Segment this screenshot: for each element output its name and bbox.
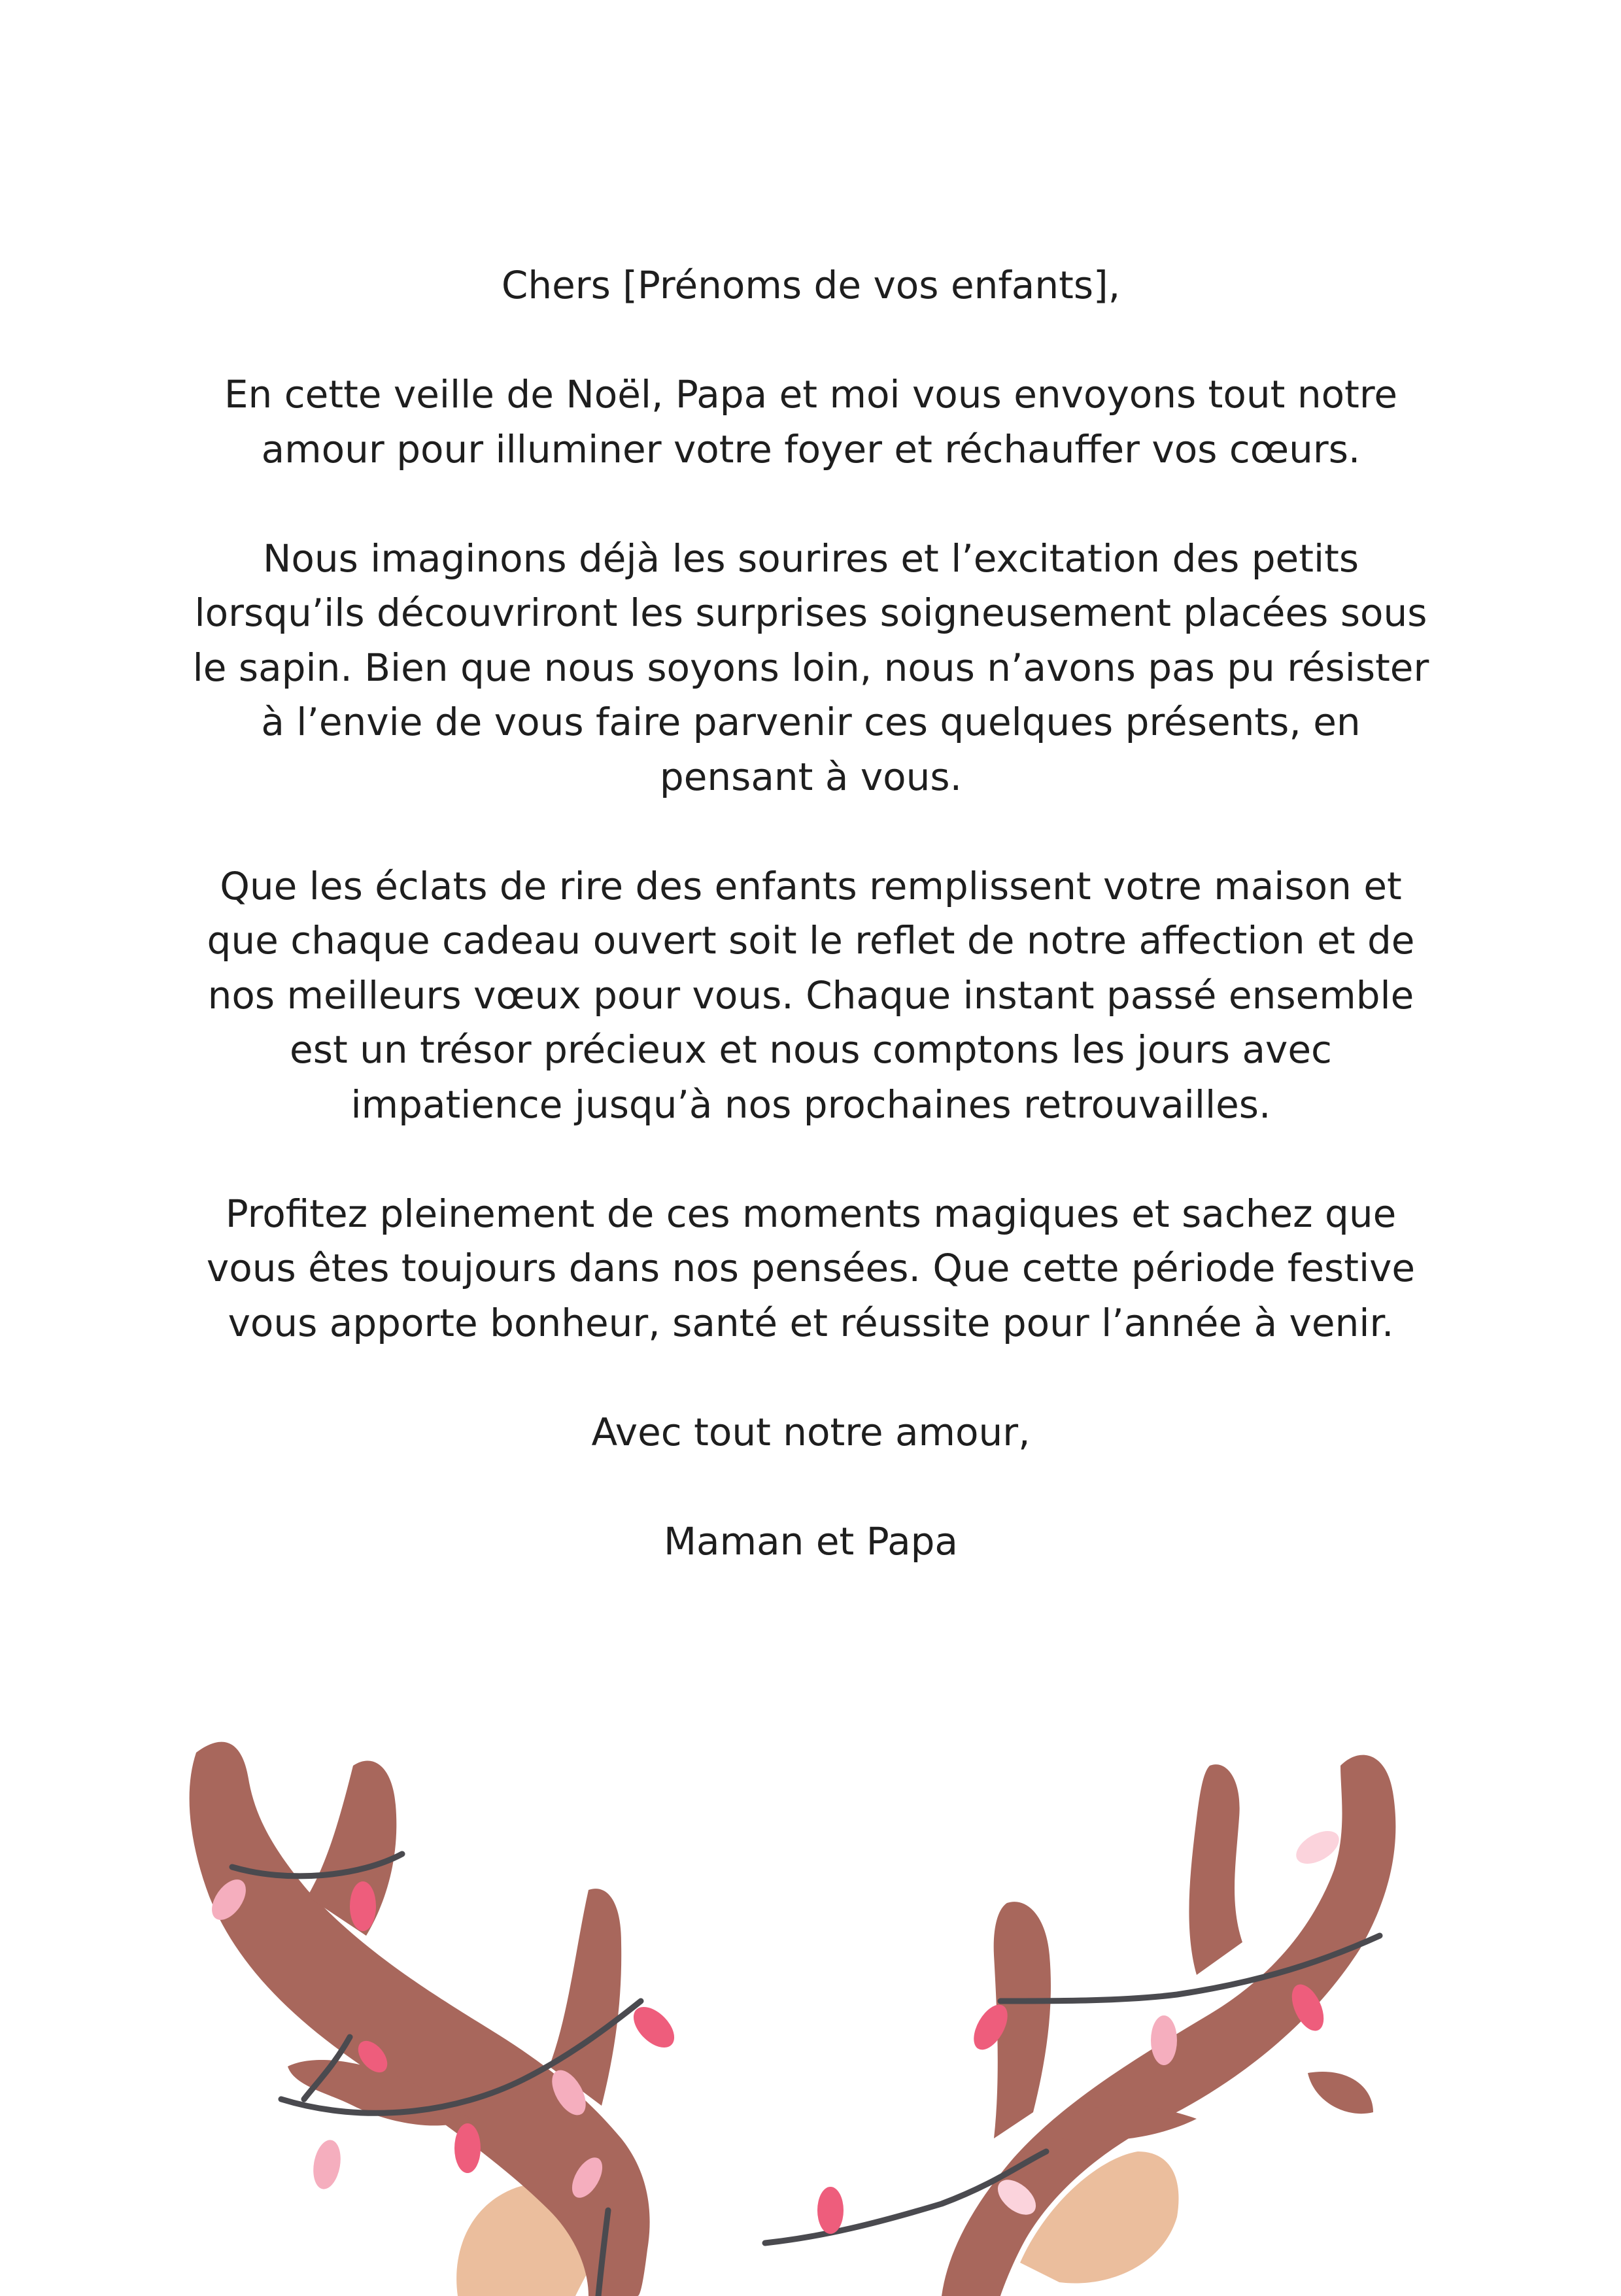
- letter-paragraph-4: Profitez pleinement de ces moments magiques et sachez que vous êtes toujours dans nos pensées. Que cette période festive vous apporte bonheur, santé et réussite pour l’année à venir.: [206, 1191, 1416, 1345]
- letter-paragraph-2: Nous imaginons déjà les sourires et l’excitation des petits lorsqu’ils découvriront les surprises soigneusement placées sous le sapin. Bien que nous soyons loin, nous n’avons pas pu résister à l’envie de vous faire parvenir ces quelques présents, en pensant à vous.: [192, 536, 1429, 799]
- left-antler: [190, 1742, 650, 2296]
- letter-closing: Avec tout notre amour,: [591, 1409, 1031, 1454]
- light-bulb-icon: [350, 1881, 376, 1931]
- light-bulb-icon: [1151, 2015, 1177, 2065]
- letter-body: [190, 258, 1432, 1569]
- light-bulb-icon: [454, 2123, 481, 2173]
- letter-signature: Maman et Papa: [664, 1518, 958, 1564]
- light-bulb-icon: [817, 2187, 844, 2234]
- letter-paragraph-3: Que les éclats de rire des enfants remplissent votre maison et que chaque cadeau ouvert soit le reflet de notre affection et de nos meilleurs vœux pour vous. Chaque instant passé ensemble est un trésor précieux et nous comptons les jours avec impatience jusqu’à nos prochaines retrouvailles.: [207, 863, 1415, 1127]
- light-bulb-icon: [310, 2138, 345, 2191]
- reindeer-antlers-illustration: [0, 1726, 1621, 2296]
- letter-greeting: Chers [Prénoms de vos enfants],: [501, 263, 1121, 307]
- letter-paragraph-1: En cette veille de Noël, Papa et moi vous envoyons tout notre amour pour illuminer votre foyer et réchauffer vos cœurs.: [224, 372, 1398, 471]
